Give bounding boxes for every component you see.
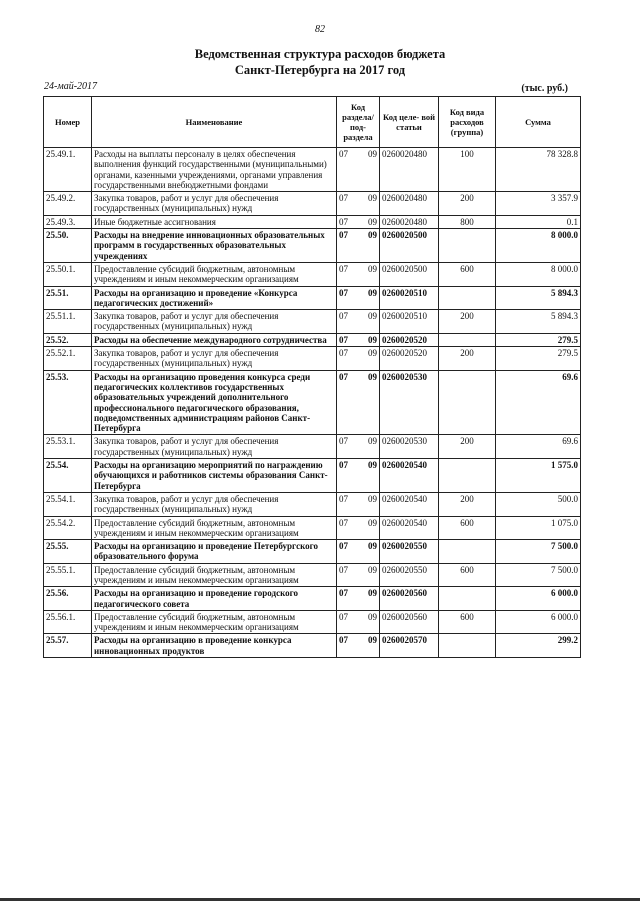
row-section-code: 07 — [339, 263, 348, 274]
row-number: 25.50. — [44, 229, 92, 263]
table-row — [44, 563, 581, 587]
document-date: 24-май-2017 — [44, 81, 98, 92]
table-row — [44, 435, 581, 459]
table-body — [44, 148, 581, 658]
row-target-code: 0260020510 — [380, 310, 439, 334]
row-name: Предоставление субсидий бюджетным, автономным учреждениям и иным некоммерческим организациям — [92, 610, 337, 634]
row-name: Расходы на организацию мероприятий по награждению обучающихся и работников системы образования Санкт-Петербурга — [92, 459, 337, 493]
row-number: 25.54.2. — [44, 516, 92, 540]
table-row — [44, 610, 581, 634]
row-name: Предоставление субсидий бюджетным, автономным учреждениям и иным некоммерческим организациям — [92, 516, 337, 540]
row-target-code: 0260020550 — [380, 563, 439, 587]
row-section-code: 07 — [339, 371, 348, 382]
row-subsection-code: 09 — [368, 193, 377, 204]
row-name: Расходы на внедрение инновационных образовательных программ в государственных образовательных учреждениях — [92, 229, 337, 263]
row-name: Расходы на выплаты персоналу в целях обеспечения выполнения функций государственными (муниципальными) органами, казенными учреждениями, органами управления государственными внебюджетными фондами — [92, 148, 337, 192]
row-section — [337, 148, 380, 192]
table-row — [44, 492, 581, 516]
row-target-code: 0260020560 — [380, 610, 439, 634]
row-sum: 69.6 — [496, 370, 581, 435]
row-number: 25.49.2. — [44, 192, 92, 216]
row-section — [337, 286, 380, 310]
row-number: 25.54.1. — [44, 492, 92, 516]
title-line-1: Ведомственная структура расходов бюджета — [194, 47, 446, 61]
row-sum: 7 500.0 — [496, 563, 581, 587]
row-sum: 7 500.0 — [496, 540, 581, 564]
title-line-2: Санкт-Петербурга на 2017 год — [234, 63, 406, 77]
row-section — [337, 310, 380, 334]
table-row — [44, 347, 581, 371]
table-header-row — [44, 97, 581, 148]
row-sum: 1 575.0 — [496, 459, 581, 493]
row-section-code: 07 — [339, 149, 348, 159]
row-name: Расходы на организацию в проведение конкурса инновационных продуктов — [92, 634, 337, 658]
header-section: Код раздела/ под- раздела — [337, 97, 380, 148]
row-section-code: 07 — [339, 517, 348, 528]
row-sum: 6 000.0 — [496, 587, 581, 611]
row-subsection-code: 09 — [368, 493, 377, 504]
row-target-code: 0260020530 — [380, 435, 439, 459]
row-number: 25.51.1. — [44, 310, 92, 334]
row-subsection-code: 09 — [368, 436, 377, 447]
row-subsection-code: 09 — [368, 230, 377, 241]
row-section-code: 07 — [339, 493, 348, 504]
row-type-code — [439, 587, 496, 611]
row-subsection-code: 09 — [368, 263, 377, 274]
table-row — [44, 262, 581, 286]
row-target-code: 0260020480 — [380, 192, 439, 216]
table-row — [44, 229, 581, 263]
row-sum: 279.5 — [496, 347, 581, 371]
row-target-code: 0260020520 — [380, 333, 439, 346]
row-number: 25.54. — [44, 459, 92, 493]
row-section-code: 07 — [339, 460, 348, 471]
header-sum: Сумма — [496, 97, 581, 148]
budget-table — [43, 96, 581, 658]
row-type-code — [439, 229, 496, 263]
row-subsection-code: 09 — [368, 541, 377, 552]
row-sum: 500.0 — [496, 492, 581, 516]
row-section — [337, 333, 380, 346]
row-sum: 0.1 — [496, 215, 581, 228]
row-target-code: 0260020540 — [380, 459, 439, 493]
row-section — [337, 492, 380, 516]
row-subsection-code: 09 — [368, 564, 377, 575]
row-subsection-code: 09 — [368, 334, 377, 345]
row-subsection-code: 09 — [368, 149, 377, 159]
row-section — [337, 587, 380, 611]
row-target-code: 0260020530 — [380, 370, 439, 435]
row-sum: 1 075.0 — [496, 516, 581, 540]
row-name: Расходы на организацию проведения конкурса среди педагогических коллективов государственных образовательных учреждений дополнительного профессионального педагогического образования, подведомственных администрациям районов Санкт-Петербурга — [92, 370, 337, 435]
row-type-code — [439, 459, 496, 493]
row-target-code: 0260020540 — [380, 516, 439, 540]
row-section-code: 07 — [339, 230, 348, 241]
row-number: 25.53.1. — [44, 435, 92, 459]
row-section — [337, 540, 380, 564]
row-sum: 6 000.0 — [496, 610, 581, 634]
row-subsection-code: 09 — [368, 588, 377, 599]
row-section-code: 07 — [339, 216, 348, 227]
row-name: Предоставление субсидий бюджетным, автономным учреждениям и иным некоммерческим организациям — [92, 262, 337, 286]
row-type-code — [439, 540, 496, 564]
row-type-code: 100 — [439, 148, 496, 192]
row-section — [337, 516, 380, 540]
table-row — [44, 459, 581, 493]
row-type-code: 200 — [439, 347, 496, 371]
row-type-code — [439, 333, 496, 346]
row-number: 25.51. — [44, 286, 92, 310]
row-subsection-code: 09 — [368, 371, 377, 382]
row-subsection-code: 09 — [368, 287, 377, 298]
row-name: Расходы на обеспечение международного сотрудничества — [92, 333, 337, 346]
table-row — [44, 148, 581, 192]
table-row — [44, 634, 581, 658]
row-section — [337, 229, 380, 263]
row-section-code: 07 — [339, 635, 348, 646]
row-section-code: 07 — [339, 311, 348, 322]
row-target-code: 0260020540 — [380, 492, 439, 516]
row-type-code: 600 — [439, 262, 496, 286]
row-type-code: 200 — [439, 492, 496, 516]
row-sum: 78 328.8 — [496, 148, 581, 192]
row-section-code: 07 — [339, 436, 348, 447]
row-name: Расходы на организацию и проведение «Конкурса педагогических достижений» — [92, 286, 337, 310]
row-name: Закупка товаров, работ и услуг для обеспечения государственных (муниципальных) нужд — [92, 492, 337, 516]
row-sum: 299.2 — [496, 634, 581, 658]
row-number: 25.53. — [44, 370, 92, 435]
table-row — [44, 540, 581, 564]
row-sum: 8 000.0 — [496, 229, 581, 263]
row-number: 25.50.1. — [44, 262, 92, 286]
row-type-code: 200 — [439, 435, 496, 459]
row-target-code: 0260020520 — [380, 347, 439, 371]
row-subsection-code: 09 — [368, 311, 377, 322]
row-section — [337, 215, 380, 228]
document-title — [0, 46, 640, 78]
row-target-code: 0260020560 — [380, 587, 439, 611]
row-number: 25.57. — [44, 634, 92, 658]
units-label: (тыс. руб.) — [521, 83, 568, 94]
row-number: 25.49.3. — [44, 215, 92, 228]
row-section-code: 07 — [339, 334, 348, 345]
row-subsection-code: 09 — [368, 216, 377, 227]
row-target-code: 0260020500 — [380, 229, 439, 263]
row-section-code: 07 — [339, 348, 348, 359]
row-target-code: 0260020510 — [380, 286, 439, 310]
row-type-code: 600 — [439, 563, 496, 587]
header-target: Код целе- вой статьи — [380, 97, 439, 148]
row-number: 25.56.1. — [44, 610, 92, 634]
row-name: Предоставление субсидий бюджетным, автономным учреждениям и иным некоммерческим организациям — [92, 563, 337, 587]
row-name: Закупка товаров, работ и услуг для обеспечения государственных (муниципальных) нужд — [92, 192, 337, 216]
row-type-code — [439, 370, 496, 435]
row-section — [337, 192, 380, 216]
row-type-code: 200 — [439, 192, 496, 216]
table-row — [44, 516, 581, 540]
row-target-code: 0260020480 — [380, 148, 439, 192]
row-type-code — [439, 286, 496, 310]
table-row — [44, 215, 581, 228]
row-number: 25.52.1. — [44, 347, 92, 371]
row-sum: 5 894.3 — [496, 310, 581, 334]
table-row — [44, 333, 581, 346]
row-subsection-code: 09 — [368, 460, 377, 471]
row-type-code: 800 — [439, 215, 496, 228]
row-target-code: 0260020500 — [380, 262, 439, 286]
table-row — [44, 370, 581, 435]
row-type-code — [439, 634, 496, 658]
page-number: 82 — [315, 24, 325, 35]
row-section — [337, 610, 380, 634]
row-section — [337, 459, 380, 493]
row-section-code: 07 — [339, 541, 348, 552]
row-number: 25.56. — [44, 587, 92, 611]
row-name: Закупка товаров, работ и услуг для обеспечения государственных (муниципальных) нужд — [92, 310, 337, 334]
row-target-code: 0260020570 — [380, 634, 439, 658]
table-row — [44, 310, 581, 334]
row-sum: 69.6 — [496, 435, 581, 459]
row-number: 25.52. — [44, 333, 92, 346]
row-sum: 5 894.3 — [496, 286, 581, 310]
row-section — [337, 262, 380, 286]
header-name: Наименование — [92, 97, 337, 148]
row-section — [337, 370, 380, 435]
scan-edge-line — [0, 898, 640, 901]
row-name: Расходы на организацию и проведение городского педагогического совета — [92, 587, 337, 611]
row-subsection-code: 09 — [368, 517, 377, 528]
row-subsection-code: 09 — [368, 348, 377, 359]
row-section-code: 07 — [339, 287, 348, 298]
row-section — [337, 347, 380, 371]
row-number: 25.49.1. — [44, 148, 92, 192]
row-number: 25.55.1. — [44, 563, 92, 587]
table-row — [44, 587, 581, 611]
table-row — [44, 286, 581, 310]
row-section-code: 07 — [339, 588, 348, 599]
header-number: Номер — [44, 97, 92, 148]
row-sum: 279.5 — [496, 333, 581, 346]
table-row — [44, 192, 581, 216]
row-target-code: 0260020550 — [380, 540, 439, 564]
row-type-code: 600 — [439, 516, 496, 540]
header-type: Код вида расходов (группа) — [439, 97, 496, 148]
row-name: Закупка товаров, работ и услуг для обеспечения государственных (муниципальных) нужд — [92, 435, 337, 459]
row-sum: 8 000.0 — [496, 262, 581, 286]
row-type-code: 600 — [439, 610, 496, 634]
row-name: Иные бюджетные ассигнования — [92, 215, 337, 228]
row-subsection-code: 09 — [368, 635, 377, 646]
row-section-code: 07 — [339, 611, 348, 622]
row-name: Расходы на организацию и проведение Петербургского образовательного форума — [92, 540, 337, 564]
row-target-code: 0260020480 — [380, 215, 439, 228]
row-subsection-code: 09 — [368, 611, 377, 622]
row-section-code: 07 — [339, 193, 348, 204]
row-number: 25.55. — [44, 540, 92, 564]
row-type-code: 200 — [439, 310, 496, 334]
row-name: Закупка товаров, работ и услуг для обеспечения государственных (муниципальных) нужд — [92, 347, 337, 371]
row-sum: 3 357.9 — [496, 192, 581, 216]
row-section — [337, 563, 380, 587]
row-section-code: 07 — [339, 564, 348, 575]
row-section — [337, 435, 380, 459]
row-section — [337, 634, 380, 658]
